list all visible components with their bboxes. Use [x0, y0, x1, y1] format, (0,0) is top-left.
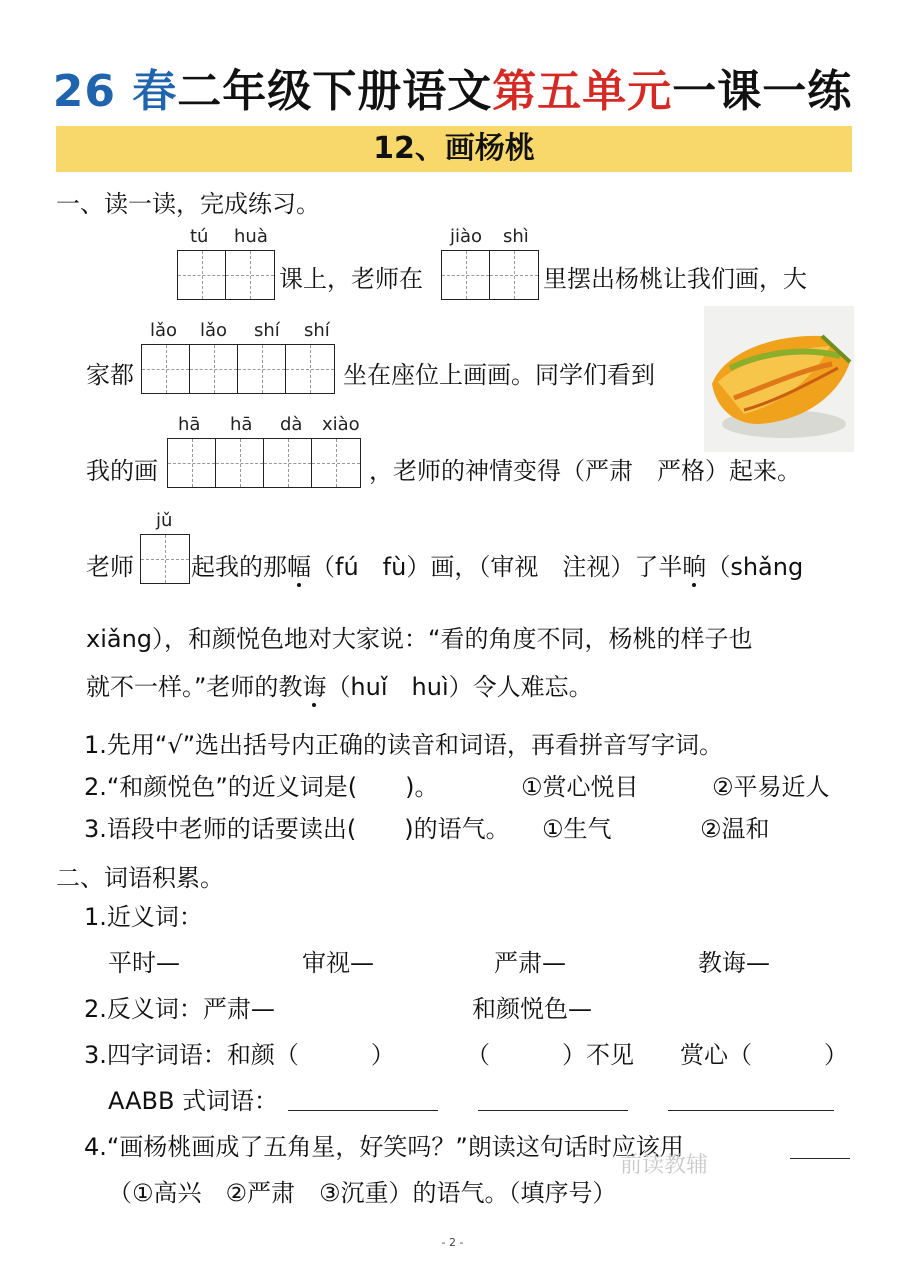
- pinyin-shi: shì: [503, 226, 529, 247]
- grid-cell[interactable]: [442, 251, 490, 299]
- passage-line2-b: 坐在座位上画画。同学们看到: [343, 361, 655, 389]
- section1-heading: 一、读一读，完成练习。: [56, 190, 320, 218]
- passage-line4-b: [191, 552, 803, 582]
- title-year: 26: [52, 66, 116, 117]
- pinyin-lao1: lǎo: [150, 320, 178, 341]
- pinyin-lao2: lǎo: [200, 320, 228, 341]
- grid-cell[interactable]: [264, 439, 312, 487]
- pinyin-shi2: shí: [304, 320, 330, 341]
- pinyin-hua: huà: [234, 226, 268, 247]
- passage-text: （huǐ huì）令人难忘。: [326, 673, 593, 701]
- passage-text: （shǎng: [706, 553, 804, 581]
- writing-grid-jiaoshi[interactable]: [441, 250, 539, 300]
- grid-cell[interactable]: [226, 251, 274, 299]
- q4-options: （①高兴 ②严肃 ③沉重）的语气。（填序号）: [108, 1179, 617, 1207]
- passage-text: （fú fù）画，（审视 注视）了半: [311, 553, 683, 581]
- passage-line3-b: ，老师的神情变得（严肃 严格）起来。: [369, 457, 801, 485]
- page-title: [0, 64, 905, 120]
- grid-cell[interactable]: [190, 345, 238, 393]
- grid-cell[interactable]: [141, 535, 189, 583]
- grid-cell[interactable]: [216, 439, 264, 487]
- synonym-jiaohui[interactable]: 教诲—: [698, 949, 770, 977]
- title-unit: 第五单元: [492, 66, 673, 117]
- synonym-pingshi[interactable]: 平时—: [108, 949, 180, 977]
- passage-text: 起我的那: [191, 553, 287, 581]
- synonym-yansu[interactable]: 严肃—: [494, 949, 566, 977]
- synonym-shenshi[interactable]: 审视—: [302, 949, 374, 977]
- aabb-blank-1[interactable]: [288, 1110, 438, 1111]
- passage-line6: [86, 672, 593, 702]
- antonyms-label[interactable]: 2.反义词：严肃—: [84, 995, 275, 1023]
- dotted-char-fu: 幅: [287, 553, 311, 581]
- passage-line4-a: 老师: [86, 553, 134, 581]
- grid-cell[interactable]: [142, 345, 190, 393]
- title-season: 春: [132, 66, 178, 117]
- question-3: 3.语段中老师的话要读出( )的语气。: [84, 815, 510, 843]
- question-4: 4.“画杨桃画成了五角星，好笑吗？”朗读这句话时应该用: [84, 1133, 684, 1161]
- pinyin-tu: tú: [190, 226, 209, 247]
- title-grade: 二年级下册语文: [177, 66, 493, 117]
- passage-line5: xiǎng），和颜悦色地对大家说：“看的角度不同，杨桃的样子也: [86, 625, 753, 653]
- aabb-label: AABB 式词语：: [108, 1087, 279, 1115]
- grid-cell[interactable]: [168, 439, 216, 487]
- pinyin-xiao: xiào: [322, 414, 360, 435]
- starfruit-icon: [704, 306, 854, 452]
- passage-line3-a: 我的画: [86, 457, 158, 485]
- writing-grid-laolaoshishi[interactable]: [141, 344, 335, 394]
- lesson-banner: 12、画杨桃: [56, 126, 852, 172]
- q2-option-1[interactable]: ①赏心悦目: [521, 773, 639, 801]
- pinyin-shi1: shí: [254, 320, 280, 341]
- writing-grid-tuhua[interactable]: [177, 250, 275, 300]
- starfruit-image: [704, 306, 854, 452]
- grid-cell[interactable]: [286, 345, 334, 393]
- q3-option-2[interactable]: ②温和: [700, 815, 770, 843]
- grid-cell[interactable]: [490, 251, 538, 299]
- watermark: 前读教辅: [620, 1153, 709, 1178]
- pinyin-da: dà: [280, 414, 303, 435]
- idiom-bujian[interactable]: （ ）不见: [466, 1041, 634, 1069]
- pinyin-ha2: hā: [230, 414, 253, 435]
- question-1: 1.先用“√”选出括号内正确的读音和词语，再看拼音写字词。: [84, 731, 724, 759]
- pinyin-jiao: jiào: [450, 226, 483, 247]
- grid-cell[interactable]: [238, 345, 286, 393]
- aabb-blank-2[interactable]: [478, 1110, 628, 1111]
- q3-option-1[interactable]: ①生气: [542, 815, 612, 843]
- passage-text: 就不一样。”老师的教: [86, 673, 303, 701]
- grid-cell[interactable]: [312, 439, 360, 487]
- writing-grid-ju[interactable]: [140, 534, 190, 584]
- dotted-char-hui: 诲: [302, 673, 327, 701]
- grid-cell[interactable]: [178, 251, 226, 299]
- title-suffix: 一课一练: [672, 66, 853, 117]
- idioms-label[interactable]: 3.四字词语：和颜（ ）: [84, 1041, 395, 1069]
- question-2: 2.“和颜悦色”的近义词是( )。: [84, 773, 439, 801]
- pinyin-ha1: hā: [178, 414, 201, 435]
- antonym-heyanyuese[interactable]: 和颜悦色—: [472, 995, 592, 1023]
- section2-heading: 二、词语积累。: [56, 864, 224, 892]
- passage-line1-a: 课上，老师在: [279, 265, 423, 293]
- synonyms-label: 1.近义词：: [84, 903, 203, 931]
- page-number: - 2 -: [441, 1236, 464, 1249]
- idiom-shangxin[interactable]: 赏心（ ）: [680, 1041, 848, 1069]
- passage-line1-b: 里摆出杨桃让我们画，大: [543, 265, 807, 293]
- q2-option-2[interactable]: ②平易近人: [712, 773, 830, 801]
- pinyin-ju: jǔ: [156, 510, 173, 531]
- q4-answer-blank[interactable]: [790, 1158, 850, 1159]
- passage-line2-a: 家都: [86, 361, 134, 389]
- dotted-char-shang: 晌: [682, 553, 707, 581]
- aabb-blank-3[interactable]: [668, 1110, 834, 1111]
- writing-grid-hahadaxiao[interactable]: [167, 438, 361, 488]
